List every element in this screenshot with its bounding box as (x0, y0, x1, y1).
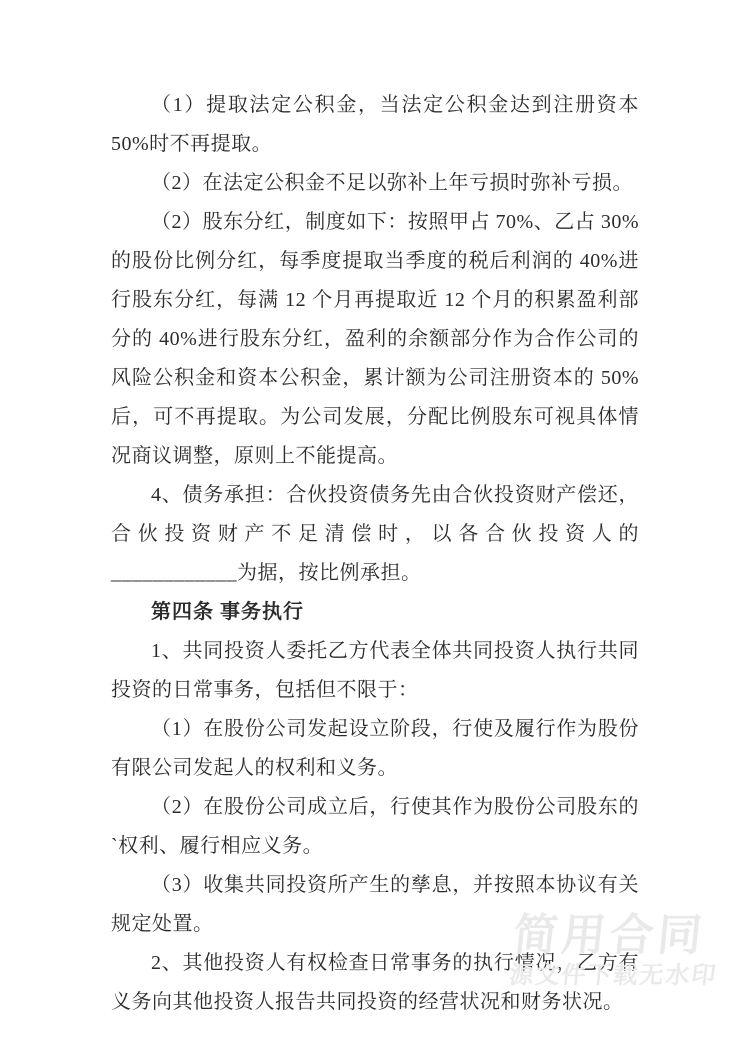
watermark-title: 简用合同 (511, 911, 709, 960)
clause-paragraph: 1、共同投资人委托乙方代表全体共同投资人执行共同投资的日常事务，包括但不限于： (111, 640, 639, 701)
clause-paragraph: （1）提取法定公积金，当法定公积金达到注册资本 50%时不再提取。 (111, 94, 639, 155)
clause-paragraph: 4、债务承担：合伙投资债务先由合伙投资财产偿还，合伙投资财产不足清偿时，以各合伙投资人的____________为据，按比例承担。 (111, 484, 639, 584)
clause-paragraph: （3）收集共同投资所产生的孳息，并按照本协议有关规定处置。 (111, 874, 639, 935)
clause-paragraph: （2）在股份公司成立后，行使其作为股份公司股东的`权利、履行相应义务。 (111, 796, 639, 857)
contract-body (111, 86, 639, 1022)
section-heading: 第四条 事务执行 (151, 601, 304, 623)
clause-paragraph: （2）在法定公积金不足以弥补上年亏损时弥补亏损。 (151, 172, 633, 194)
clause-paragraph: 2、其他投资人有权检查日常事务的执行情况，乙方有义务向其他投资人报告共同投资的经营状况和财务状况。 (111, 952, 639, 1013)
watermark-subtitle: 源文件下载无水印 (508, 962, 719, 989)
clause-paragraph: （2）股东分红，制度如下：按照甲占 70%、乙占 30%的股份比例分红，每季度提取当季度的税后利润的 40%进行股东分红，每满 12 个月再提取近 12 个月的积累盈利部分的 40%进行股东分红，盈利的余额部分作为合作公司的风险公积金和资本公积金，累计额为公司注册资本的 50%后，可不再提取。为公司发展，分配比例股东可视具体情况商议调整，原则上不能提高。 (111, 211, 639, 467)
clause-paragraph: （1）在股份公司发起设立阶段，行使及履行作为股份有限公司发起人的权利和义务。 (111, 718, 639, 779)
